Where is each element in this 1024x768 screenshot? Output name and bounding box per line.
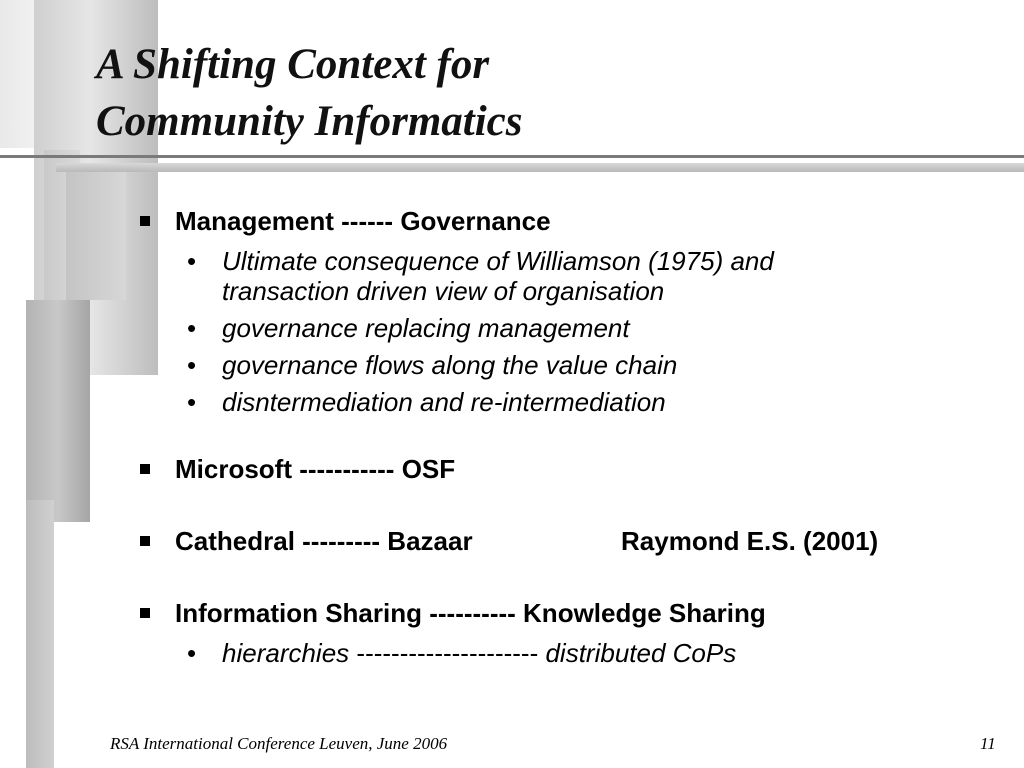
round-bullet-icon: • bbox=[187, 387, 197, 417]
bullet-text: Information Sharing ---------- Knowledge Sharing bbox=[175, 598, 766, 628]
bullet-list bbox=[138, 203, 998, 668]
bullet-text: Cathedral --------- Bazaar bbox=[175, 526, 473, 556]
square-bullet-icon bbox=[140, 216, 150, 226]
slide-title-line-2: Community Informatics bbox=[96, 98, 523, 145]
sub-bullet-text-b: distributed CoPs bbox=[545, 638, 737, 668]
slide-title-line-1: A Shifting Context for bbox=[96, 41, 490, 88]
bullet-text: Microsoft ----------- OSF bbox=[175, 454, 456, 484]
bullet-item-governance bbox=[138, 203, 998, 239]
bullet-item-microsoft bbox=[138, 451, 998, 487]
round-bullet-icon: • bbox=[187, 313, 197, 343]
sub-bullet-intermediation bbox=[187, 387, 998, 417]
sub-bullet-text-a: hierarchies bbox=[222, 638, 350, 668]
sub-bullet-text-line-1: Ultimate consequence of Williamson (1975) and bbox=[222, 246, 774, 276]
title-divider-band bbox=[56, 163, 1024, 172]
square-bullet-icon bbox=[140, 464, 150, 474]
square-bullet-icon bbox=[140, 608, 150, 618]
sub-bullet-text-line-2: transaction driven view of organisation bbox=[222, 276, 665, 306]
bullet-text: Management ------ Governance bbox=[175, 206, 551, 236]
slide-title bbox=[96, 36, 523, 150]
round-bullet-icon: • bbox=[187, 638, 197, 668]
footer-conference: RSA International Conference Leuven, June 2006 bbox=[110, 734, 448, 753]
round-bullet-icon: • bbox=[187, 246, 197, 276]
sub-bullet-dashes: --------------------- bbox=[356, 638, 539, 668]
page-number: 11 bbox=[980, 734, 996, 753]
sub-bullet-hierarchies bbox=[187, 638, 998, 668]
sub-bullet-replacing bbox=[187, 313, 998, 343]
sub-bullet-text: governance replacing management bbox=[222, 313, 630, 343]
round-bullet-icon: • bbox=[187, 350, 197, 380]
bullet-item-cathedral bbox=[138, 523, 998, 559]
sub-bullet-text: governance flows along the value chain bbox=[222, 350, 678, 380]
decor-bar bbox=[26, 500, 54, 768]
sub-bullet-text: disntermediation and re-intermediation bbox=[222, 387, 666, 417]
decor-bar bbox=[66, 172, 126, 300]
sub-bullet-value-chain bbox=[187, 350, 998, 380]
sub-bullet-williamson bbox=[187, 246, 998, 306]
decor-bar bbox=[26, 300, 90, 522]
square-bullet-icon bbox=[140, 536, 150, 546]
title-divider bbox=[0, 155, 1024, 158]
bullet-item-information-sharing bbox=[138, 595, 998, 631]
citation: Raymond E.S. (2001) bbox=[621, 526, 879, 556]
